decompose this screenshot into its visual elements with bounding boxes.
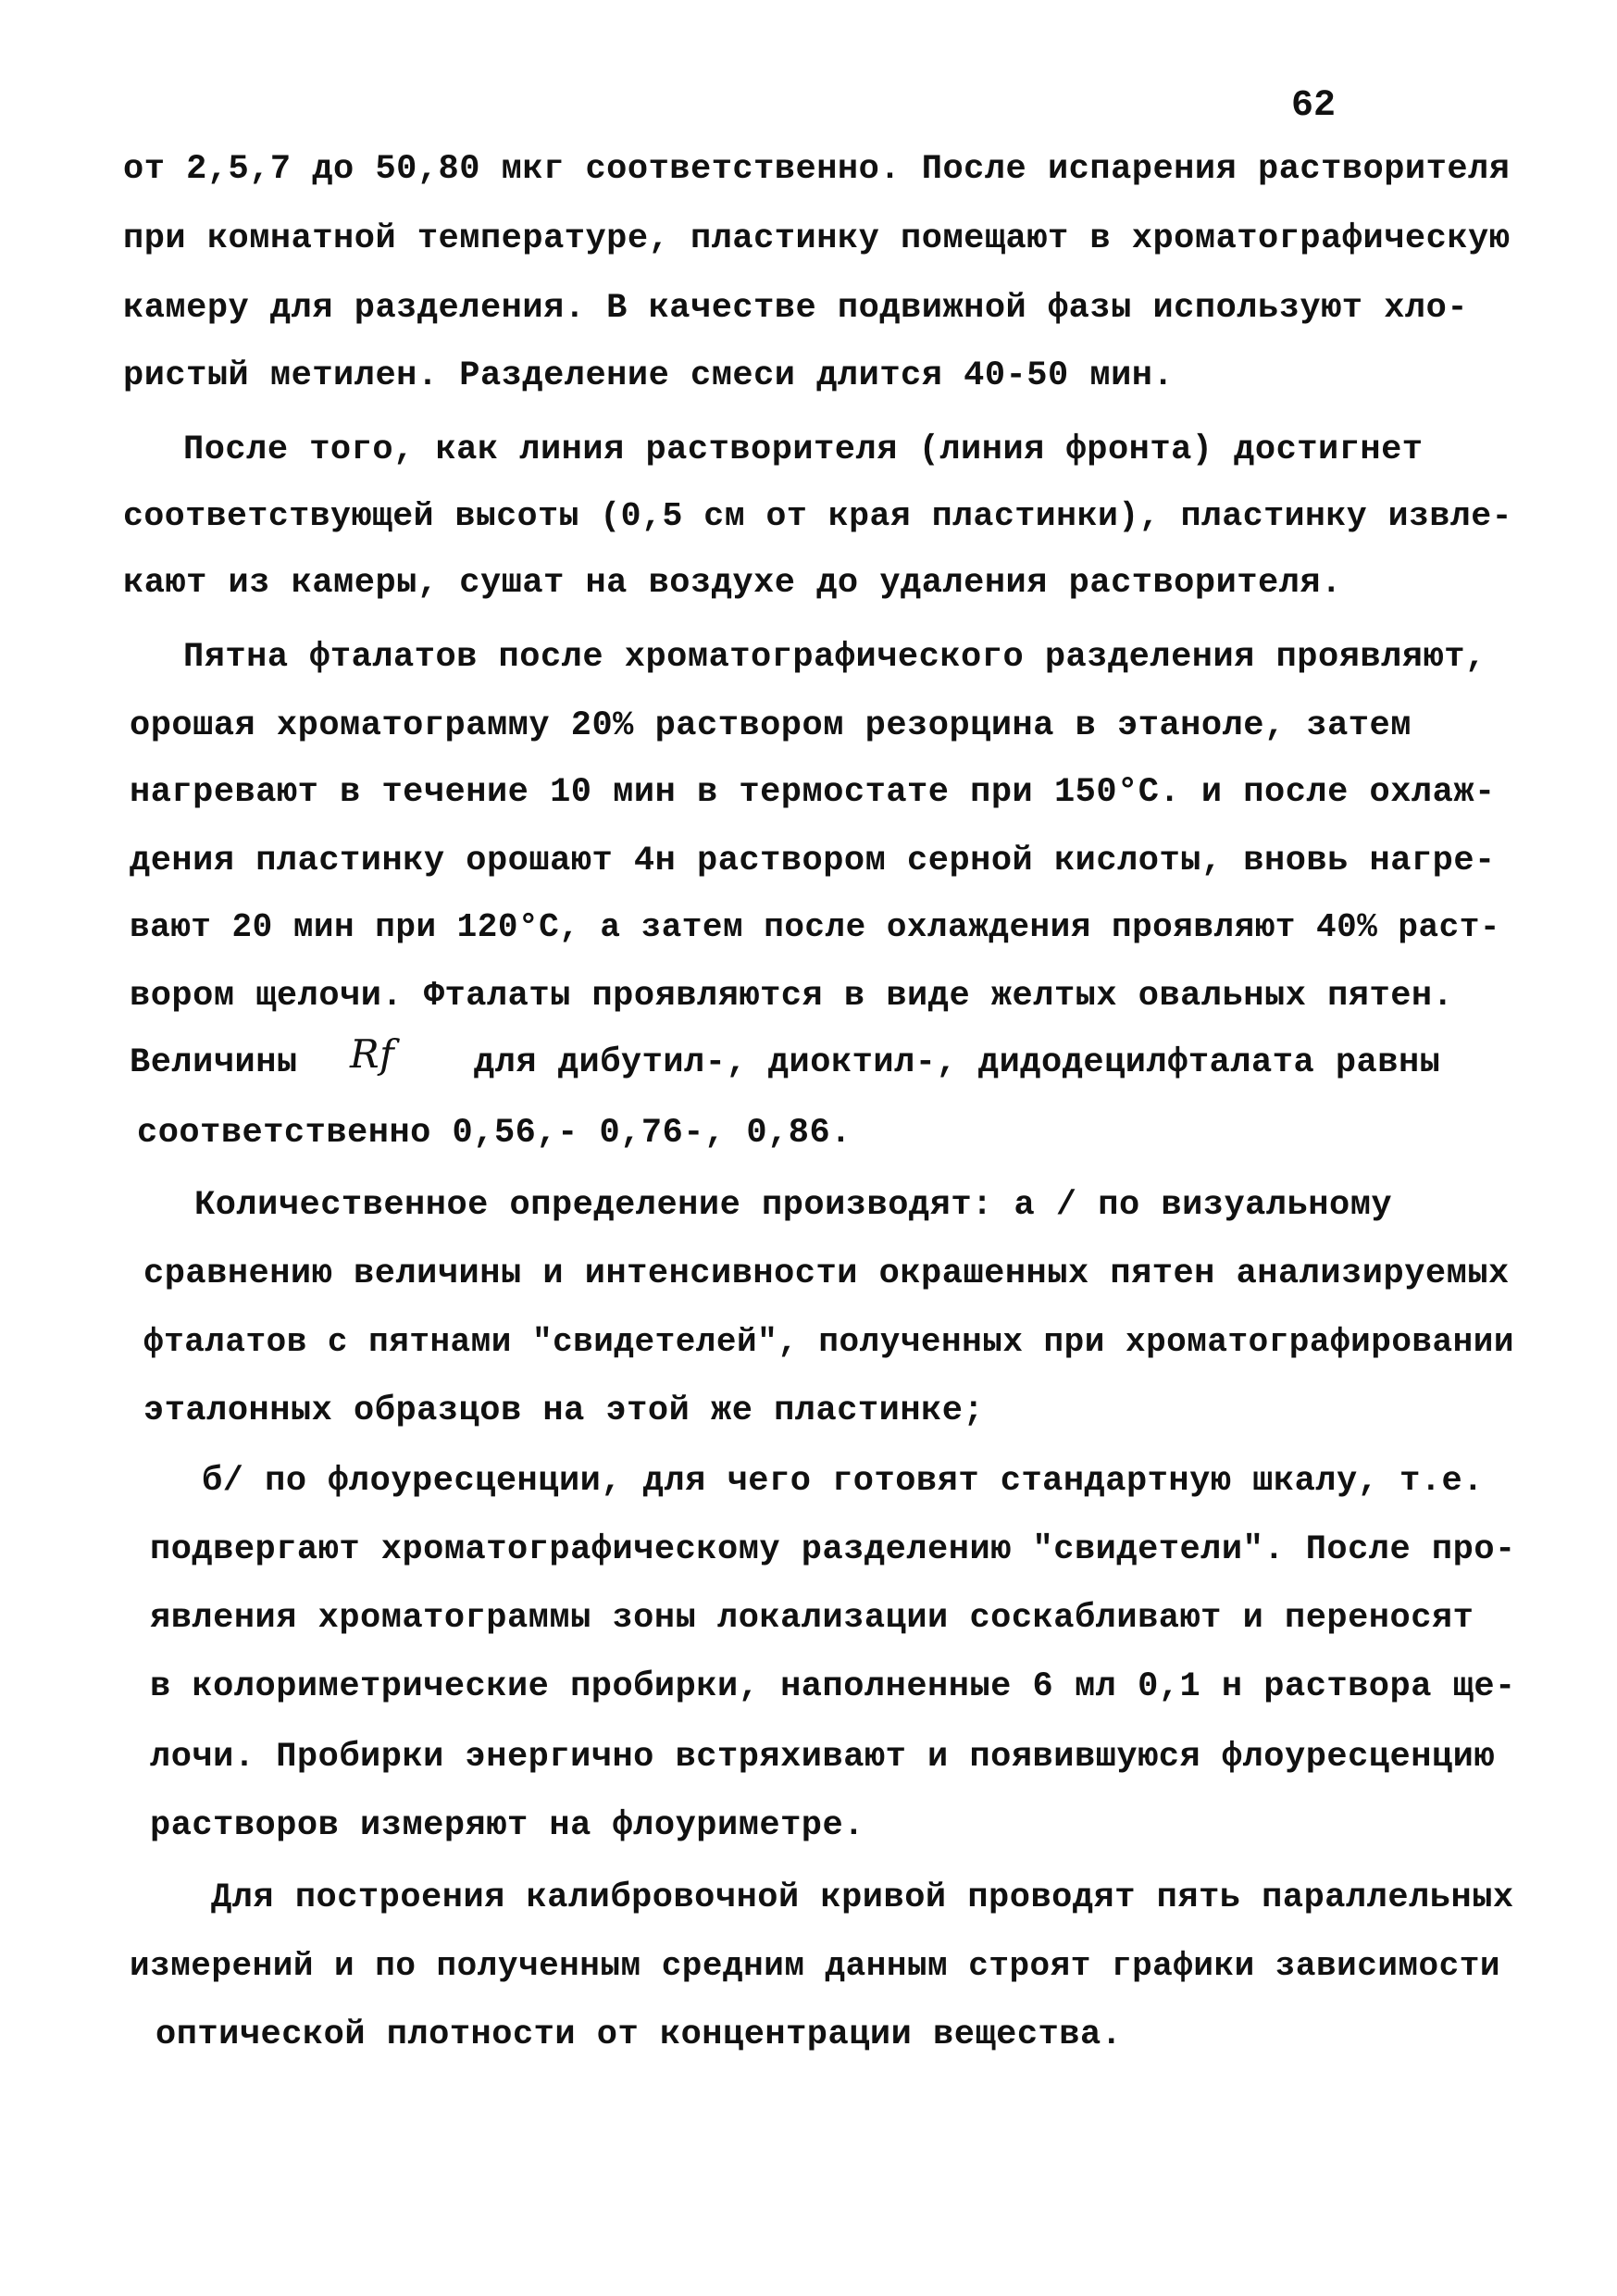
text-line: от 2,5,7 до 50,80 мкг соответственно. После испарения растворителя <box>123 150 1511 189</box>
text-line: После того, как линия растворителя (линия фронта) достигнет <box>183 430 1424 469</box>
text-line: вором щелочи. Фталаты проявляются в виде желтых овальных пятен. <box>130 977 1454 1016</box>
text-line: оптической плотности от концентрации вещества. <box>155 2015 1123 2054</box>
page-number: 62 <box>1291 85 1337 127</box>
text-line: соответственно 0,56,- 0,76-, 0,86. <box>137 1114 852 1153</box>
text-line: явления хроматограммы зоны локализации соскабливают и переносят <box>150 1599 1474 1638</box>
text-line: Количественное определение производят: а / по визуальному <box>194 1186 1393 1225</box>
text-line: в колориметрические пробирки, наполненные 6 мл 0,1 н раствора ще- <box>150 1667 1516 1706</box>
text-line: эталонных образцов на этой же пластинке; <box>143 1391 985 1430</box>
text-line: нагревают в течение 10 мин в термостате при 150°С. и после охлаж- <box>130 773 1496 812</box>
text-line: для дибутил-, диоктил-, дидодецилфталата равны <box>474 1043 1441 1082</box>
text-line: б/ по флоуресценции, для чего готовят стандартную шкалу, т.е. <box>202 1462 1484 1501</box>
text-line: лочи. Пробирки энергично встряхивают и появившуюся флоуресценцию <box>150 1738 1496 1777</box>
text-line: дения пластинку орошают 4н раствором серной кислоты, вновь нагре- <box>130 842 1496 880</box>
text-line: при комнатной температуре, пластинку помещают в хроматографическую <box>123 219 1511 258</box>
text-line: кают из камеры, сушат на воздухе до удаления растворителя. <box>123 564 1342 603</box>
text-line: Для построения калибровочной кривой проводят пять параллельных <box>211 1878 1514 1917</box>
text-line: измерений и по полученным средним данным строят графики зависимости <box>130 1947 1500 1985</box>
text-line: ристый метилен. Разделение смеси длится 40-50 мин. <box>123 356 1175 395</box>
text-line: Величины <box>130 1043 298 1082</box>
text-line: соответствующей высоты (0,5 см от края пластинки), пластинку извле- <box>123 497 1513 535</box>
text-line: вают 20 мин при 120°С, а затем после охлаждения проявляют 40% раст- <box>130 908 1500 946</box>
handwritten-rf: Rf <box>350 1031 395 1077</box>
text-line: подвергают хроматографическому разделению "свидетели". После про- <box>150 1530 1516 1569</box>
text-line: фталатов с пятнами "свидетелей", полученных при хроматографировании <box>143 1323 1514 1361</box>
text-line: орошая хроматограмму 20% раствором резорцина в этаноле, затем <box>130 706 1412 745</box>
text-line: Пятна фталатов после хроматографического разделения проявляют, <box>183 638 1486 677</box>
text-line: растворов измеряют на флоуриметре. <box>150 1806 864 1845</box>
text-line: сравнению величины и интенсивности окрашенных пятен анализируемых <box>143 1254 1510 1293</box>
text-line: камеру для разделения. В качестве подвижной фазы используют хло- <box>123 289 1469 328</box>
